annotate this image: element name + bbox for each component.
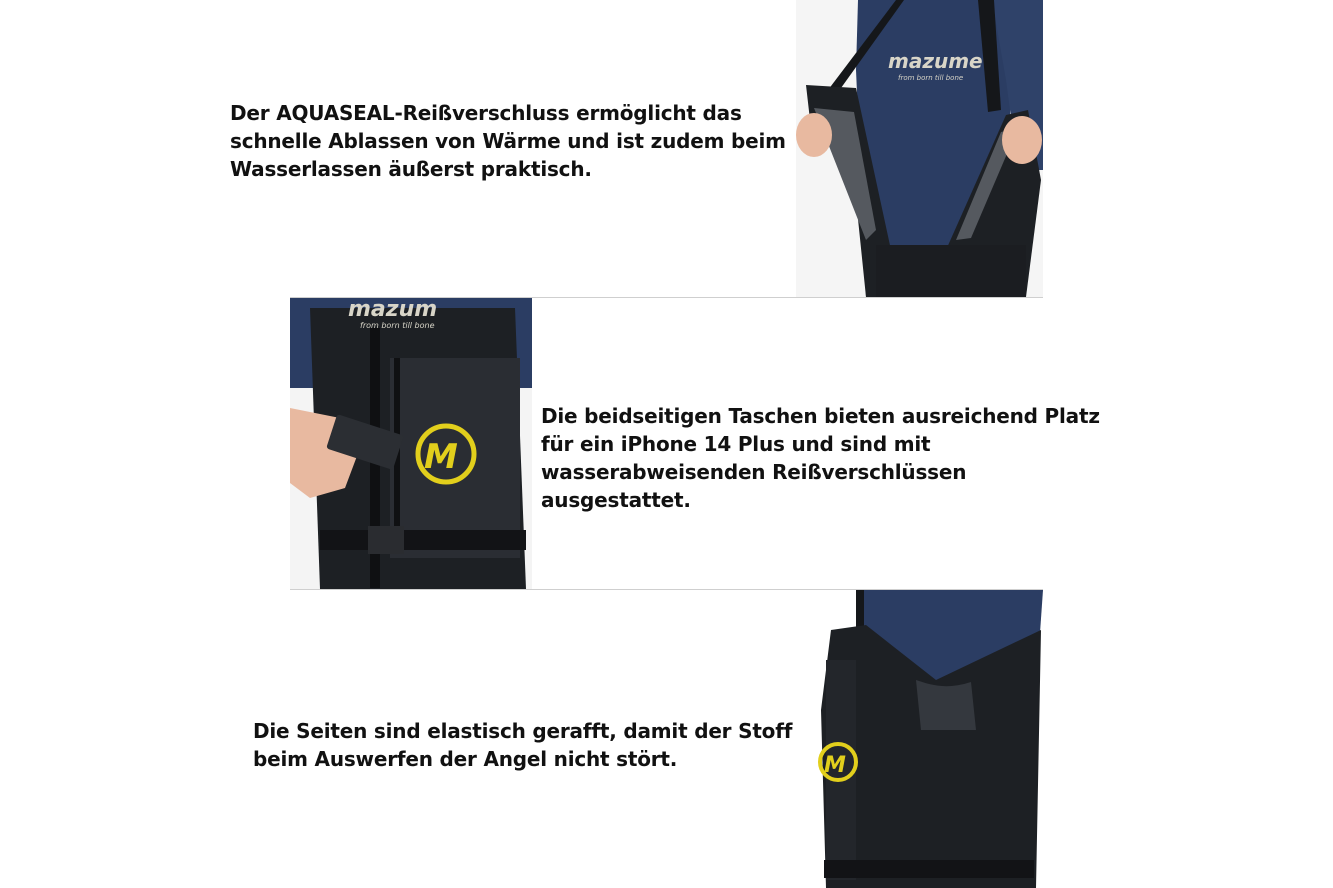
side-pocket-photo: [290, 298, 532, 589]
side-logo-mark: M: [824, 753, 846, 778]
feature-caption-aquaseal-zipper: Der AQUASEAL-Reißverschluss ermöglicht das schnelle Ablassen von Wärme und ist zudem beim Wasserlassen äußerst praktisch.: [230, 101, 786, 181]
feature-caption-side-pockets: Die beidseitigen Taschen bieten ausreichend Platz für ein iPhone 14 Plus und sind mit wasserabweisenden Reißverschlüssen ausgestattet.: [541, 404, 1100, 512]
wader-brand-text: mazum: [348, 298, 438, 322]
shirt-brand-text: mazume: [888, 49, 983, 73]
zipper-open-photo: [796, 0, 1043, 297]
elastic-side-photo: [796, 590, 1043, 888]
wader-logo-mark: M: [424, 437, 458, 477]
feature-caption-elastic-sides: Die Seiten sind elastisch gerafft, damit der Stoff beim Auswerfen der Angel nicht stört.: [253, 719, 793, 771]
shirt-tagline-text: from born till bone: [898, 74, 964, 82]
wader-tagline-text: from born till bone: [360, 321, 435, 330]
